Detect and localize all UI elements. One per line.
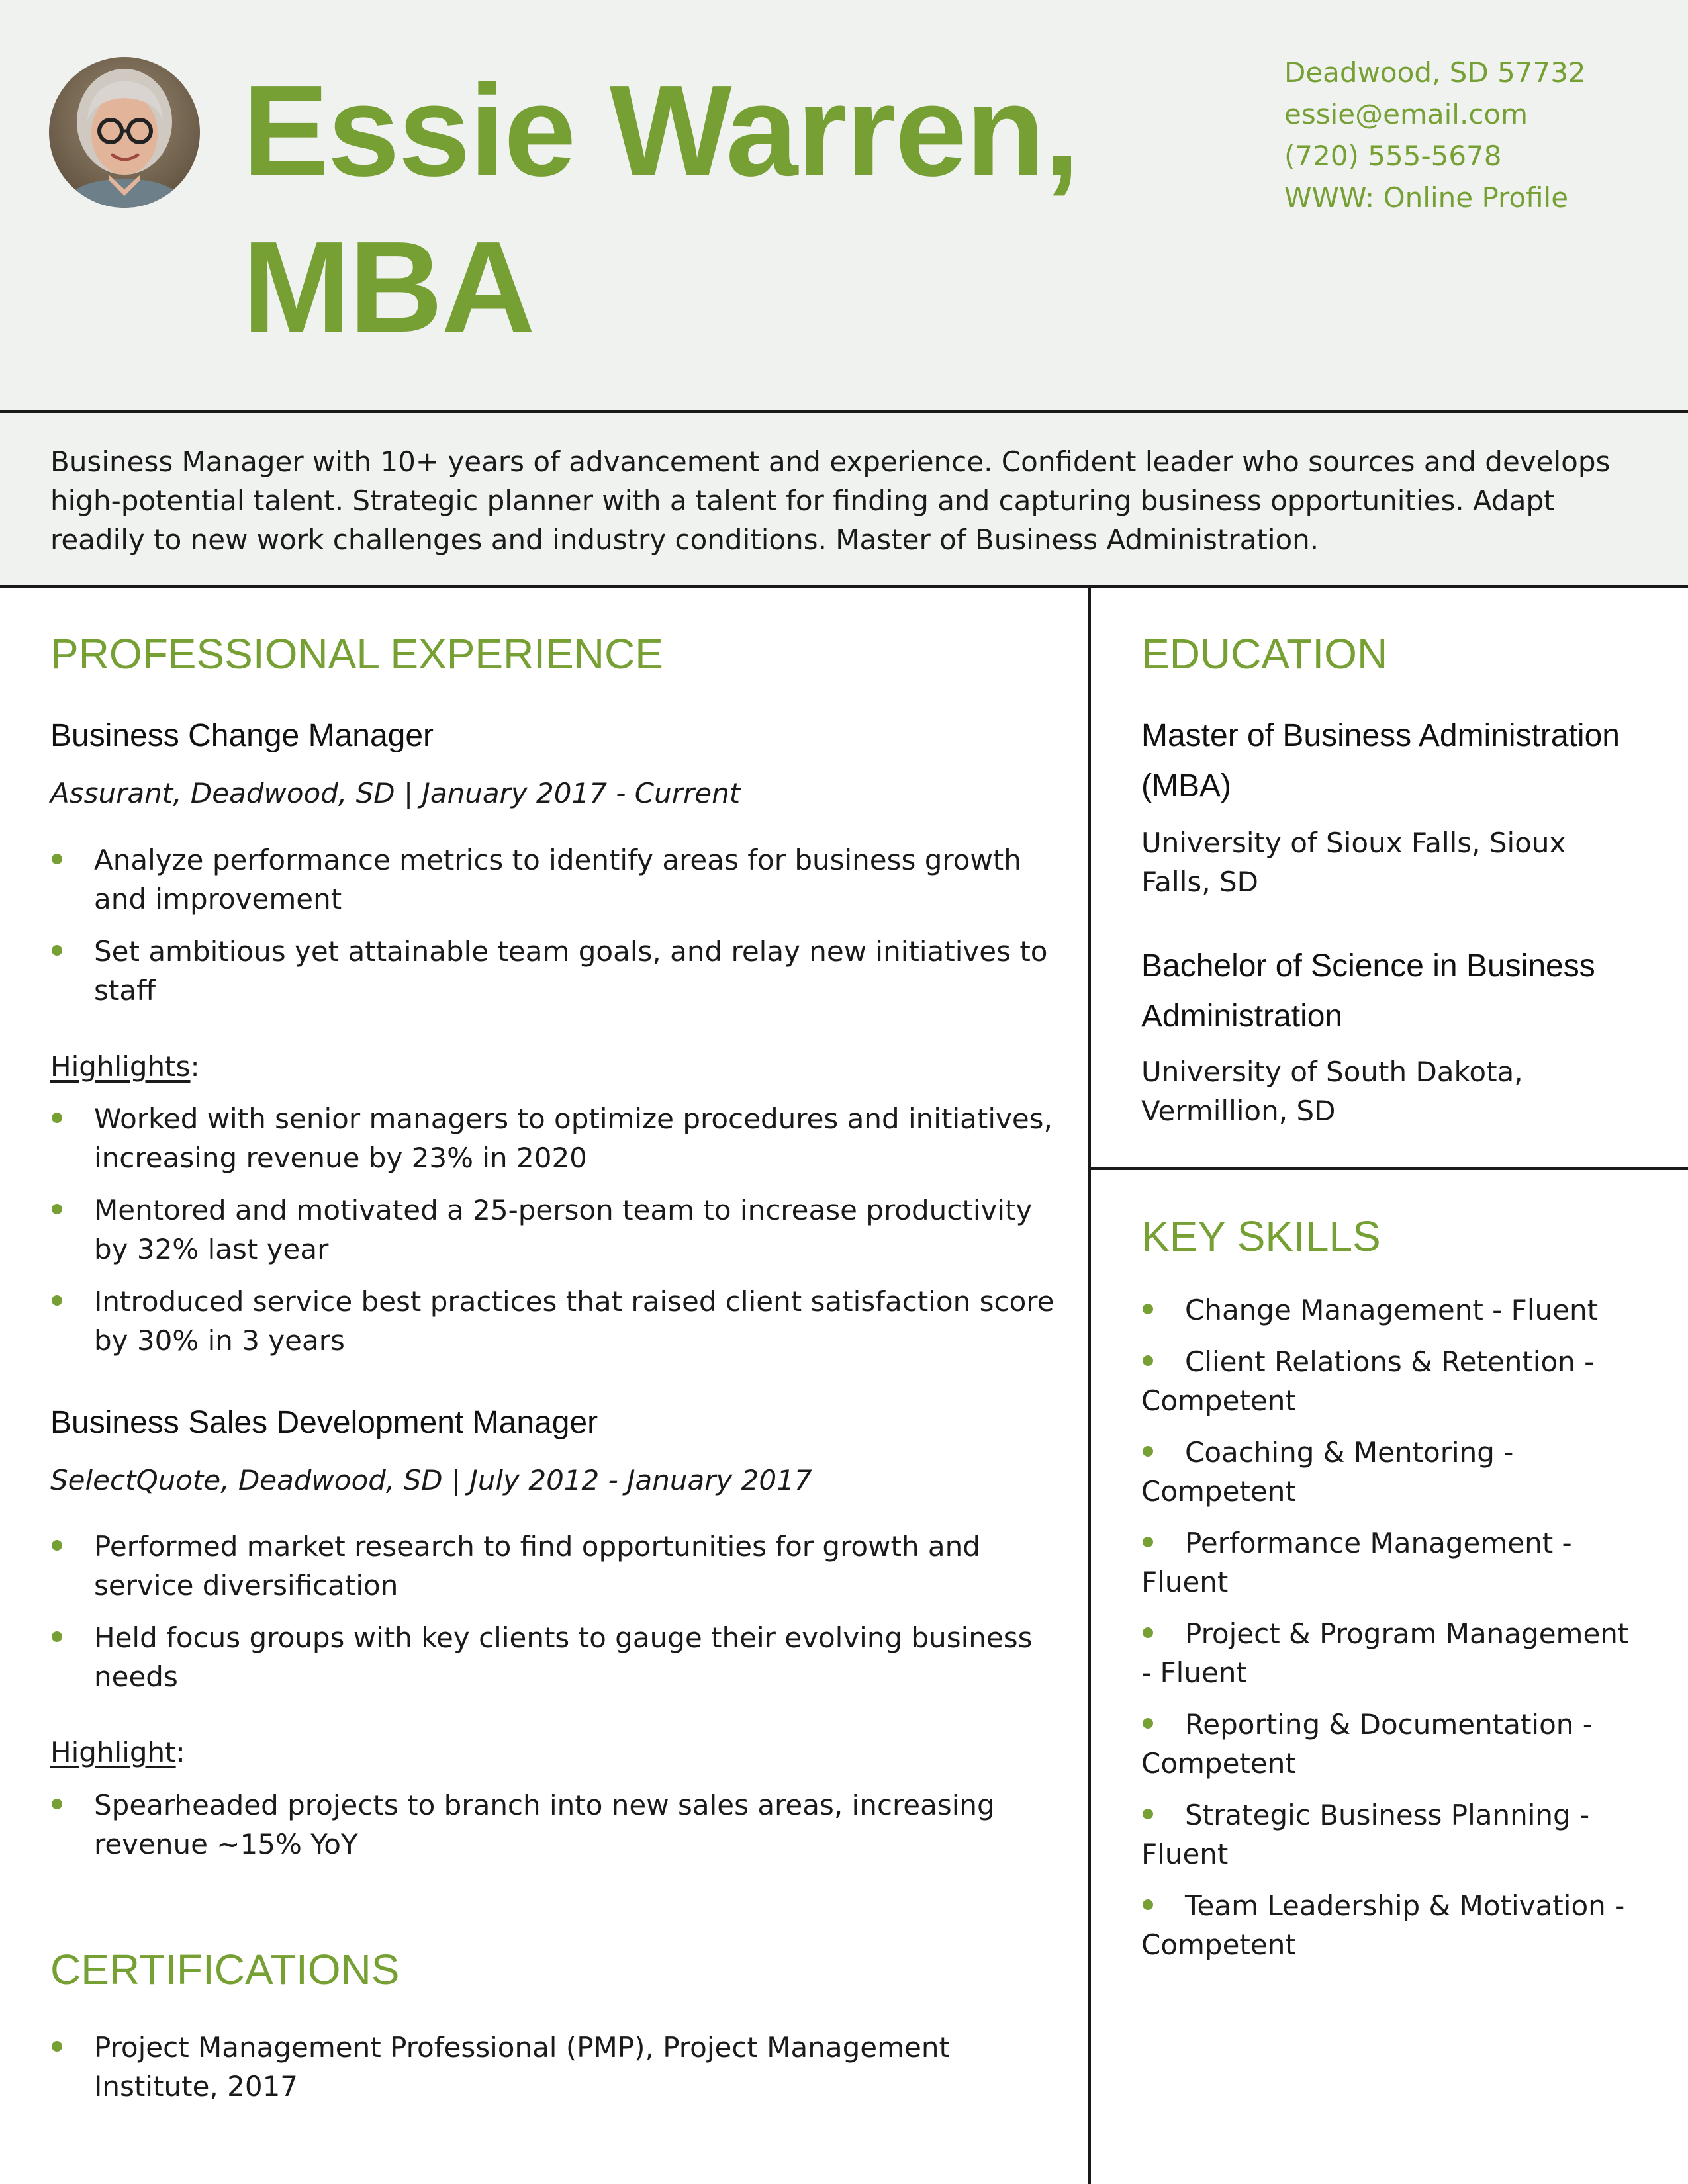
list-item: Team Leadership & Motivation - Competent xyxy=(1141,1886,1644,1964)
job-meta xyxy=(50,775,740,812)
list-item: Held focus groups with key clients to gauge their evolving business needs xyxy=(50,1618,1056,1696)
education-divider xyxy=(1091,1167,1688,1170)
skills-heading: KEY SKILLS xyxy=(1141,1212,1381,1260)
list-item: Project & Program Management - Fluent xyxy=(1141,1614,1644,1692)
job-duties-list xyxy=(50,841,1056,1023)
highlights-list xyxy=(50,1786,1056,1877)
list-item: Coaching & Mentoring - Competent xyxy=(1141,1433,1644,1511)
job-meta xyxy=(50,1462,812,1499)
profile-photo xyxy=(49,57,200,208)
education-heading: EDUCATION xyxy=(1141,630,1388,678)
job-details: , Deadwood, SD | July 2012 - January 2017 xyxy=(220,1464,812,1496)
list-item: Performance Management - Fluent xyxy=(1141,1524,1644,1602)
candidate-name: Essie Warren, MBA xyxy=(242,58,1079,359)
highlights-label: Highlight: xyxy=(50,1736,185,1768)
job-company: SelectQuote xyxy=(50,1464,221,1496)
highlights-list xyxy=(50,1099,1056,1373)
job-title: Business Sales Development Manager xyxy=(50,1405,598,1440)
list-item: Strategic Business Planning - Fluent xyxy=(1141,1796,1644,1874)
job-duties-list xyxy=(50,1527,1056,1709)
experience-heading: PROFESSIONAL EXPERIENCE xyxy=(50,630,663,678)
skills-list xyxy=(1141,1291,1644,1977)
list-item: Client Relations & Retention - Competent xyxy=(1141,1342,1644,1420)
header-band xyxy=(0,0,1688,410)
certifications-list xyxy=(50,2028,1056,2119)
list-item: Project Management Professional (PMP), Project Management Institute, 2017 xyxy=(50,2028,1056,2106)
highlights-label: Highlights: xyxy=(50,1050,200,1083)
contact-email[interactable]: essie@email.com xyxy=(1284,98,1528,130)
list-item: Mentored and motivated a 25-person team to increase productivity by 32% last year xyxy=(50,1191,1056,1269)
degree-title: Bachelor of Science in Business Administration xyxy=(1141,948,1595,1034)
contact-website[interactable]: WWW: Online Profile xyxy=(1284,181,1569,214)
list-item: Analyze performance metrics to identify areas for business growth and improvement xyxy=(50,841,1056,919)
summary-text: Business Manager with 10+ years of advancement and experience. Confident leader who sources and develops high-potential talent. Strategic planner with a talent for finding and capturing business opportunities. Adapt readily to new work challenges and industry conditions. Master of Business Administration. xyxy=(50,445,1611,556)
list-item: Set ambitious yet attainable team goals, and relay new initiatives to staff xyxy=(50,932,1056,1010)
job-details: , Deadwood, SD | January 2017 - Current xyxy=(173,777,741,809)
list-item: Performed market research to find opportunities for growth and service diversification xyxy=(50,1527,1056,1605)
highlights-label-text: Highlight xyxy=(50,1736,176,1768)
degree-title: Master of Business Administration (MBA) xyxy=(1141,718,1620,803)
contact-location: Deadwood, SD 57732 xyxy=(1284,56,1586,89)
job-company: Assurant xyxy=(50,777,173,809)
degree-school: University of Sioux Falls, Sioux Falls, SD xyxy=(1141,827,1566,898)
list-item: Change Management - Fluent xyxy=(1141,1291,1644,1330)
contact-info xyxy=(1284,52,1655,218)
job-title: Business Change Manager xyxy=(50,718,434,753)
contact-phone[interactable]: (720) 555-5678 xyxy=(1284,140,1502,172)
highlights-label-text: Highlights xyxy=(50,1050,191,1083)
list-item: Worked with senior managers to optimize procedures and initiatives, increasing revenue by 23% in 2020 xyxy=(50,1099,1056,1177)
summary-divider xyxy=(0,585,1688,588)
list-item: Introduced service best practices that raised client satisfaction score by 30% in 3 years xyxy=(50,1282,1056,1360)
certifications-heading: CERTIFICATIONS xyxy=(50,1946,400,1993)
degree-school: University of South Dakota, Vermillion, SD xyxy=(1141,1056,1523,1127)
list-item: Reporting & Documentation - Competent xyxy=(1141,1705,1644,1783)
list-item: Spearheaded projects to branch into new sales areas, increasing revenue ~15% YoY xyxy=(50,1786,1056,1864)
column-divider xyxy=(1088,586,1091,2184)
